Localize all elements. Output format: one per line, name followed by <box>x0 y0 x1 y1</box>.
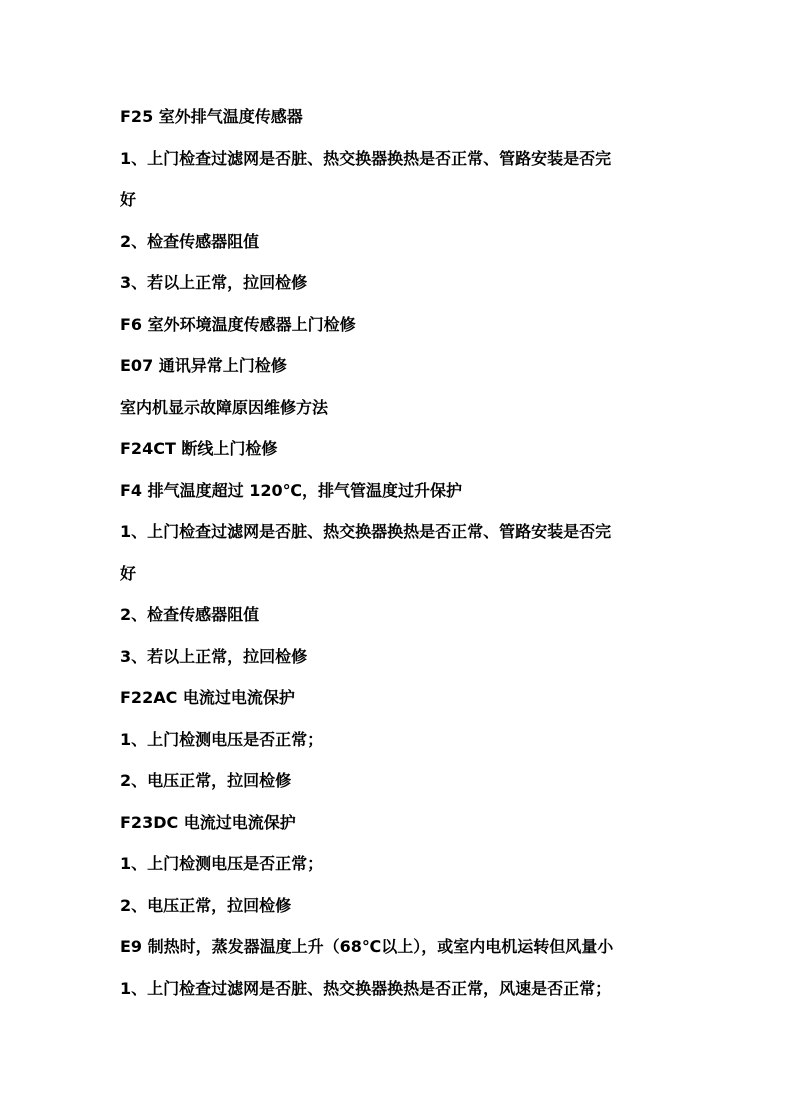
step-line: 2、检查传感器阻值 <box>120 231 260 251</box>
fault-heading-f23: F23DC 电流过电流保护 <box>120 812 296 832</box>
document-body <box>120 104 680 1017</box>
fault-heading-f25: F25 室外排气温度传感器 <box>120 107 303 126</box>
step-line: 3、若以上正常，拉回检修 <box>120 273 308 292</box>
fault-heading-f24: F24CT 断线上门检修 <box>120 439 278 458</box>
step-line: 2、电压正常，拉回检修 <box>120 895 292 915</box>
step-line-continuation: 好 <box>120 563 137 583</box>
fault-heading-f4: F4 排气温度超过 120℃，排气管温度过升保护 <box>120 480 462 500</box>
step-line: 1、上门检查过滤网是否脏、热交换器换热是否正常、管路安装是否完 <box>120 522 612 541</box>
step-line-continuation: 好 <box>120 190 137 209</box>
step-line: 2、检查传感器阻值 <box>120 605 260 624</box>
step-line: 1、上门检测电压是否正常； <box>120 854 324 873</box>
fault-heading-e07: E07 通讯异常上门检修 <box>120 356 287 375</box>
fault-heading-e9: E9 制热时，蒸发器温度上升（68℃以上），或室内电机运转但风量小 <box>120 937 614 956</box>
section-heading: 室内机显示故障原因维修方法 <box>120 397 329 417</box>
step-line: 1、上门检查过滤网是否脏、热交换器换热是否正常，风速是否正常； <box>120 978 612 998</box>
fault-heading-f6: F6 室外环境温度传感器上门检修 <box>120 314 356 334</box>
step-line: 1、上门检测电压是否正常； <box>120 729 324 749</box>
step-line: 2、电压正常，拉回检修 <box>120 771 292 790</box>
step-line: 1、上门检查过滤网是否脏、热交换器换热是否正常、管路安装是否完 <box>120 148 612 168</box>
fault-heading-f22: F22AC 电流过电流保护 <box>120 688 295 707</box>
step-line: 3、若以上正常，拉回检修 <box>120 646 308 666</box>
